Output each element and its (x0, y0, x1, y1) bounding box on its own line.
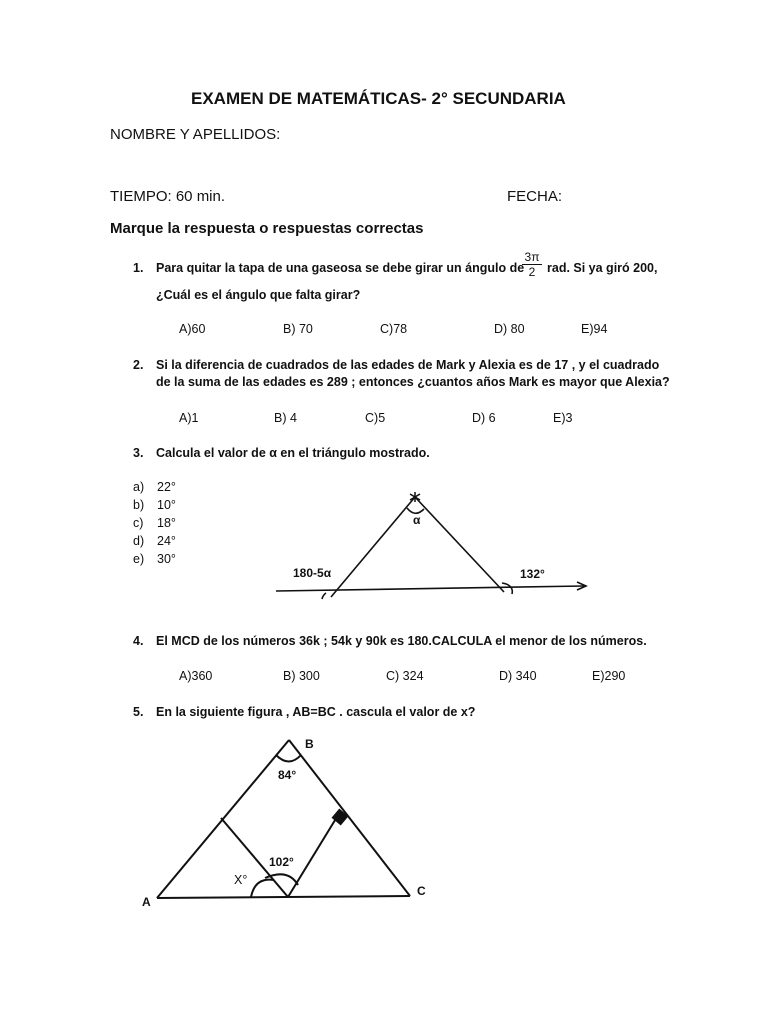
angle-84-arc (276, 755, 301, 762)
figure-right-angle-label: 132° (520, 567, 545, 581)
question-1-option-d[interactable]: D) 80 (494, 322, 525, 336)
vertex-c-label: C (417, 884, 426, 898)
question-3-option-e-letter: e) (133, 552, 145, 566)
time-label: TIEMPO: 60 min. (110, 188, 226, 205)
question-2-option-a[interactable]: A)1 (179, 411, 199, 425)
question-1-text-line2: ¿Cuál es el ángulo que falta girar? (156, 288, 361, 302)
question-4-number: 4. (133, 634, 144, 648)
question-1-text: Para quitar la tapa de una gaseosa se debe girar un ángulo de (156, 261, 525, 275)
question-1-text-after: rad. Si ya giró 200, (547, 261, 658, 275)
date-label: FECHA: (507, 188, 563, 205)
instructions: Marque la respuesta o respuestas correctas (110, 220, 424, 237)
question-2-option-d[interactable]: D) 6 (472, 411, 496, 425)
question-3-option-a-letter: a) (133, 480, 145, 494)
question-3-text: Calcula el valor de α en el triángulo mostrado. (156, 446, 430, 460)
vertex-a-label: A (142, 895, 151, 909)
side-bc (289, 740, 410, 896)
question-1-option-a[interactable]: A)60 (179, 322, 206, 336)
question-3-option-a[interactable]: 22° (157, 480, 176, 494)
name-label: NOMBRE Y APELLIDOS: (110, 126, 281, 143)
vertex-b-label: B (305, 737, 314, 751)
question-2-option-e[interactable]: E)3 (553, 411, 573, 425)
figure-alpha-label: α (413, 513, 421, 527)
angle-102-label: 102° (269, 855, 294, 869)
question-3-option-b[interactable]: 10° (157, 498, 176, 512)
question-3-option-c[interactable]: 18° (157, 516, 176, 530)
inner-right-segment (288, 812, 340, 897)
question-4-option-b[interactable]: B) 300 (283, 669, 320, 683)
question-2-text-line1: Si la diferencia de cuadrados de las edades de Mark y Alexia es de 17 , y el cuadrado (156, 358, 660, 372)
question-3-option-b-letter: b) (133, 498, 145, 512)
question-4-option-d[interactable]: D) 340 (499, 669, 537, 683)
question-3-option-d-letter: d) (133, 534, 145, 548)
fraction-denominator: 2 (528, 265, 536, 279)
question-3-option-d[interactable]: 24° (157, 534, 176, 548)
figure-left-angle-label: 180-5α (293, 566, 332, 580)
question-3-number: 3. (133, 446, 144, 460)
question-1-option-e[interactable]: E)94 (581, 322, 608, 336)
question-1-option-b[interactable]: B) 70 (283, 322, 313, 336)
question-1-number: 1. (133, 261, 144, 275)
angle-x-label: X° (234, 873, 248, 887)
side-ac (157, 896, 410, 898)
question-3-option-e: 30° (157, 552, 176, 566)
question-2-option-b[interactable]: B) 4 (274, 411, 297, 425)
question-1-option-c[interactable]: C)78 (380, 322, 408, 336)
fraction-numerator: 3π (524, 250, 540, 264)
exam-title: EXAMEN DE MATEMÁTICAS- 2° SECUNDARIA (191, 89, 566, 108)
angle-x-arc (251, 880, 274, 897)
question-3-option-c-letter: c) (133, 516, 144, 530)
question-5-text: En la siguiente figura , AB=BC . cascula el valor de x? (156, 705, 476, 719)
question-2-number: 2. (133, 358, 144, 372)
question-2-option-c[interactable]: C)5 (365, 411, 386, 425)
angle-84-label: 84° (278, 768, 297, 782)
question-4-option-c[interactable]: C) 324 (386, 669, 424, 683)
question-4-option-a[interactable]: A)360 (179, 669, 213, 683)
question-4-option-e[interactable]: E)290 (592, 669, 626, 683)
question-5-number: 5. (133, 705, 144, 719)
question-2-text-line2: de la suma de las edades es 289 ; entonces ¿cuantos años Mark es mayor que Alexia? (156, 375, 670, 389)
question-4-text: El MCD de los números 36k ; 54k y 90k es 180.CALCULA el menor de los números. (156, 634, 647, 648)
